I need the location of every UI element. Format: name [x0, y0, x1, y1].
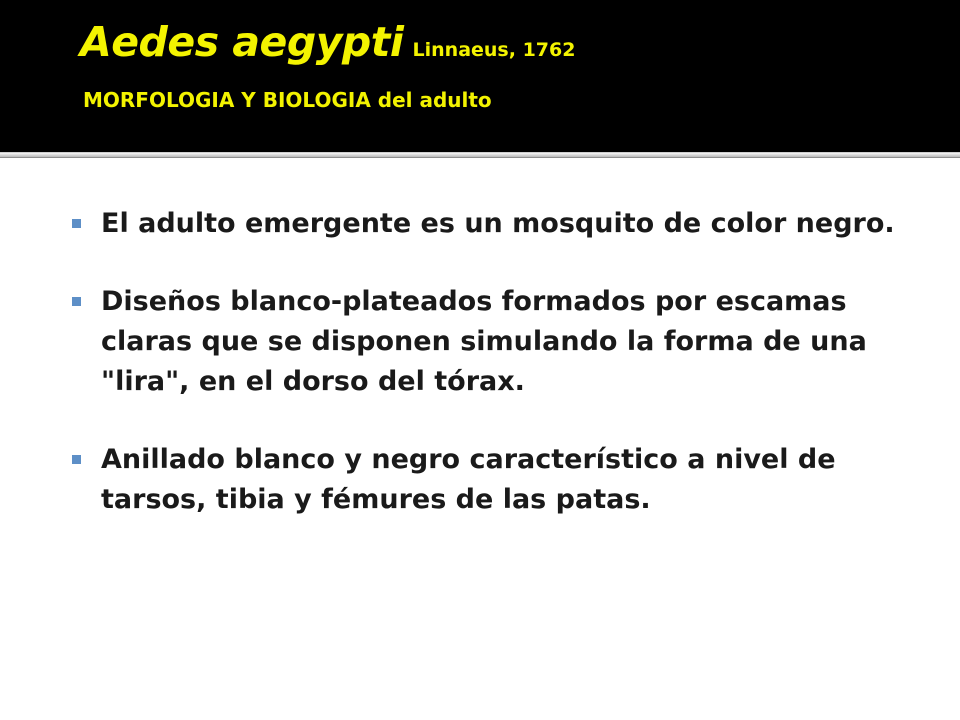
bullet-text: Anillado blanco y negro característico a nivel de tarsos, tibia y fémures de las patas. [101, 444, 836, 515]
square-bullet-icon [72, 219, 81, 228]
bullet-item [72, 440, 932, 520]
bullet-list [72, 204, 932, 558]
bullet-item [72, 204, 932, 244]
slide-header [0, 0, 960, 152]
bullet-item [72, 282, 932, 402]
title-author: Linnaeus, 1762 [412, 39, 576, 61]
slide-subtitle: MORFOLOGIA Y BIOLOGIA del adulto [83, 88, 492, 112]
bullet-text: El adulto emergente es un mosquito de color negro. [101, 208, 895, 239]
slide-title [80, 18, 575, 66]
bullet-text: Diseños blanco-plateados formados por escamas claras que se disponen simulando la forma de una "lira", en el dorso del tórax. [101, 286, 867, 397]
slide-content [0, 158, 960, 720]
title-species: Aedes aegypti [80, 18, 404, 66]
square-bullet-icon [72, 455, 81, 464]
square-bullet-icon [72, 297, 81, 306]
